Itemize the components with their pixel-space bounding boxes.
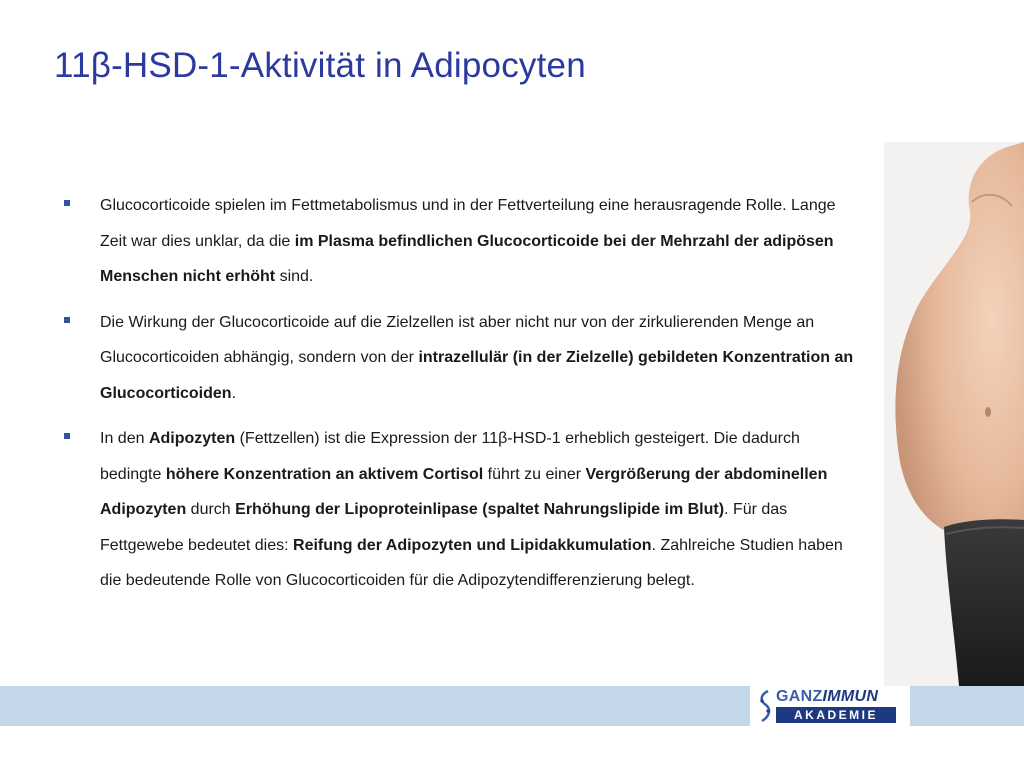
logo-immun-text: IMMUN [822, 688, 879, 705]
bullet-text: Glucocorticoide spielen im Fettmetabolismus und in der Fettverteilung eine herausragende Rolle. Lange Zeit war dies unklar, da die [100, 197, 836, 250]
logo-wordmark [776, 688, 878, 706]
bullet-text: . [231, 384, 237, 402]
bullet-text: In den [100, 430, 149, 447]
bullet-emphasis-text: Vergrößerung der abdominellen Adipozyten [100, 465, 828, 518]
bullet-emphasis-text: intrazellulär (in der Zielzelle) gebildeten Konzentration an Glucocorticoiden [100, 349, 854, 402]
bullet-text: (Fettzellen) ist die Expression der 11β-HSD-1 erheblich gesteigert. Die dadurch bedingte [100, 430, 800, 483]
bullet-text: Die Wirkung der Glucocorticoide auf die Zielzellen ist aber nicht nur von der zirkulierenden Menge an Glucocorticoiden abhängig, sondern von der [100, 313, 815, 366]
bullet-text: durch [186, 501, 236, 518]
logo-ganz-text: GANZ [776, 688, 823, 705]
abdomen-illustration [884, 142, 1024, 686]
abdomen-photo [884, 142, 1024, 686]
bullet-text: sind. [275, 268, 314, 285]
bullet-emphasis-text: höhere Konzentration an aktivem Cortisol [165, 465, 484, 483]
bullet-list [60, 188, 860, 609]
slide-title: 11β-HSD-1-Aktivität in Adipocyten [54, 46, 586, 85]
company-logo [750, 686, 910, 726]
bullet-emphasis-text: im Plasma befindlichen Glucocorticoide bei der Mehrzahl der adipösen Menschen nicht erhöht [100, 232, 834, 285]
bullet-item [60, 421, 860, 599]
bullet-text: . Zahlreiche Studien haben die bedeutende Rolle von Glucocorticoiden für die Adipozytendifferenzierung belegt. [100, 536, 843, 589]
bullet-text: führt zu einer [483, 465, 586, 483]
bullet-item [60, 305, 860, 412]
bullet-item [60, 188, 860, 295]
logo-akademie-text: AKADEMIE [776, 707, 896, 723]
bullet-text: . Für das Fettgewebe bedeutet dies: [100, 501, 788, 554]
bullet-emphasis-text: Adipozyten [148, 430, 236, 447]
logo-swirl-icon [758, 689, 772, 723]
bullet-emphasis-text: Erhöhung der Lipoproteinlipase (spaltet Nahrungslipide im Blut) [235, 501, 725, 518]
bullet-emphasis-text: Reifung der Adipozyten und Lipidakkumulation [293, 536, 652, 554]
